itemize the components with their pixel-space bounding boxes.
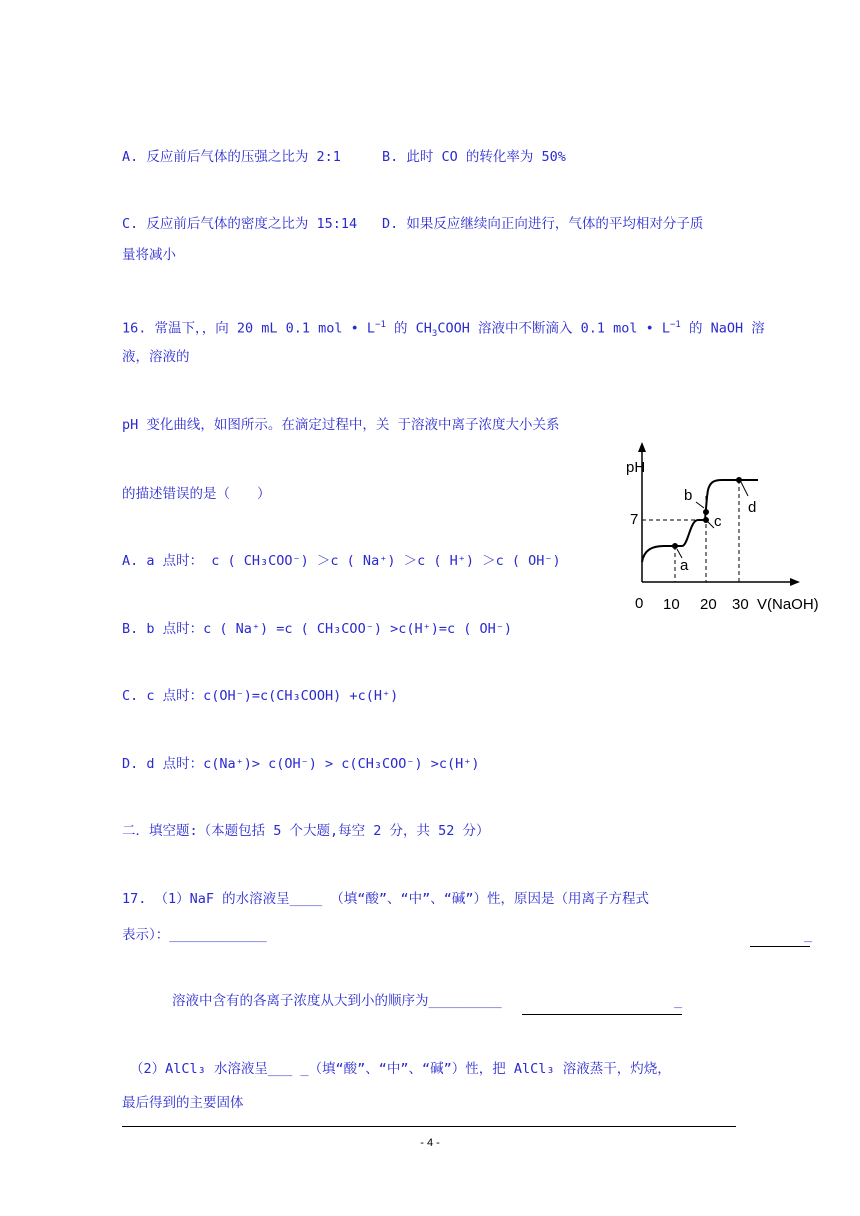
q16-option-b: B. b 点时：c ( Na⁺) =c ( CH₃COO⁻) >c(H⁺)=c ( OH⁻)	[122, 621, 512, 637]
q16-stem-line2: 液，溶液的	[122, 349, 190, 365]
point-b	[703, 509, 709, 515]
q16-stem-line3: pH 变化曲线，如图所示。在滴定过程中，关 于溶液中离子浓度大小关系	[122, 417, 560, 433]
x-tick-20: 20	[700, 596, 717, 613]
q15-option-a: A. 反应前后气体的压强之比为 2:1	[122, 149, 341, 165]
label-b: b	[684, 487, 693, 504]
x-tick-10: 10	[663, 596, 680, 613]
q17-line2-blank-mark: _	[804, 927, 813, 943]
q16-option-c: C. c 点时：c(OH⁻)=c(CH₃COOH) +c(H⁺)	[122, 688, 399, 704]
section-2-heading: 二．填空题:（本题包括 5 个大题,每空 2 分，共 52 分）	[122, 823, 490, 839]
answer-blank-line	[522, 1014, 682, 1015]
y-tick-7: 7	[630, 511, 639, 528]
q17-line3-blank-mark: _	[674, 993, 683, 1009]
x-tick-0: 0	[635, 595, 644, 612]
x-axis-label: V(NaOH)	[757, 596, 819, 613]
q16-option-d: D. d 点时：c(Na⁺)> c(OH⁻) > c(CH₃COO⁻) >c(H⁺)	[122, 756, 480, 772]
q17-line2: 表示）：____________	[122, 927, 267, 943]
leader-d	[741, 482, 748, 496]
ph-curve	[642, 480, 758, 562]
q17-line3: 溶液中含有的各离子浓度从大到小的顺序为_________	[172, 993, 502, 1009]
leader-b	[696, 502, 704, 508]
label-c: c	[714, 513, 722, 530]
q15-option-b: B. 此时 CO 的转化率为 50%	[382, 149, 566, 165]
label-a: a	[680, 557, 689, 574]
q17-line4: （2）AlCl₃ 水溶液呈___ _（填“酸”、“中”、“碱”）性，把 AlCl₃ 溶液蒸干，灼烧，	[130, 1061, 671, 1077]
q16-stem-line4: 的描述错误的是（ ）	[122, 486, 271, 502]
footer-rule	[122, 1126, 736, 1127]
q15-option-d-cont: 量将减小	[122, 247, 176, 263]
q16-stem-line1: 16. 常温下，，向 20 mL 0.1 mol • $L^{-1}$ 的 $CH_3COOH$ 溶液中不断滴入 0.1 mol • $L^{-1}$ 的 NaOH 溶	[122, 320, 765, 340]
point-a	[672, 543, 678, 549]
x-axis-arrow	[790, 578, 800, 586]
page-number: - 4 -	[420, 1137, 440, 1149]
y-axis-arrow	[638, 442, 646, 452]
titration-curve-figure	[620, 440, 819, 620]
q17-line5: 最后得到的主要固体	[122, 1095, 244, 1111]
q15-option-c: C. 反应前后气体的密度之比为 15:14	[122, 216, 358, 232]
q16-option-a: A. a 点时： c ( CH₃COO⁻) ＞c ( Na⁺) ＞c ( H⁺) ＞c ( OH⁻)	[122, 553, 561, 569]
label-d: d	[748, 499, 757, 516]
q15-option-d: D. 如果反应继续向正向进行，气体的平均相对分子质	[382, 216, 704, 232]
x-tick-30: 30	[732, 596, 749, 613]
q17-line1: 17. （1）NaF 的水溶液呈____ （填“酸”、“中”、“碱”）性，原因是（用离子方程式	[122, 891, 650, 907]
answer-blank-line	[750, 946, 810, 947]
y-axis-label: pH	[626, 459, 646, 476]
